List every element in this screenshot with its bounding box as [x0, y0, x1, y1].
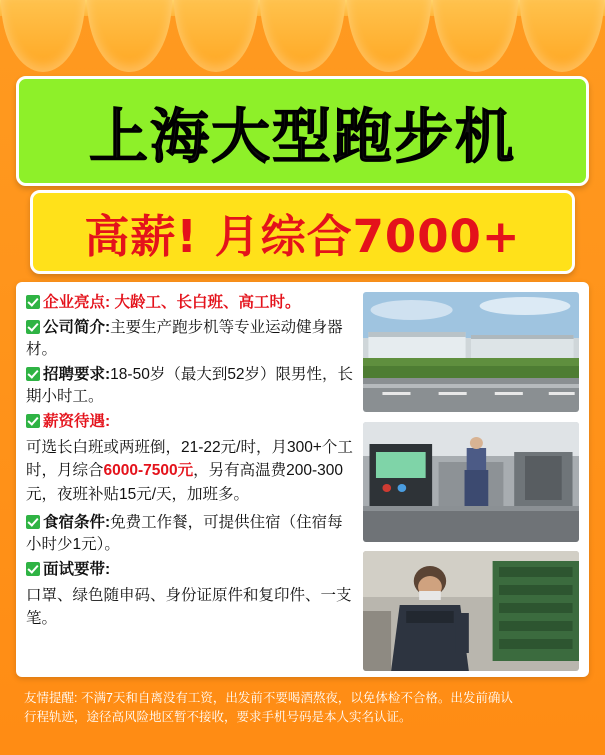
salary-headline: 高薪! 月综合7000+ [84, 209, 521, 263]
section-label: 食宿条件: [43, 513, 111, 531]
section-label: 面试要带: [43, 560, 111, 578]
section-label: 薪资待遇: [43, 413, 111, 430]
section-company-intro [26, 317, 355, 361]
details-text-column [26, 292, 363, 671]
subtitle-plate [30, 190, 575, 274]
section-requirements [26, 364, 355, 408]
green-check-icon [26, 295, 40, 309]
worker-assembly-photo [363, 551, 579, 671]
salary-range-text: 6000-7500元 [103, 462, 194, 480]
title-plate [16, 76, 589, 186]
section-salary [26, 411, 355, 433]
details-card [16, 282, 589, 677]
section-company-highlights [26, 292, 355, 314]
factory-exterior-photo [363, 292, 579, 412]
green-check-icon [26, 320, 40, 334]
footer-line-1: 友情提醒: 不满7天和自离没有工资，出发前不要喝酒熬夜，以免体检不合格。出发前确认 [24, 691, 513, 705]
section-salary-body: 可选长白班或两班倒，21-22元/时，月300+个工时，月综合6000-7500元，另有高温费200-300元，夜班补贴15元/天，加班多。 [26, 439, 353, 503]
production-line-photo [363, 422, 579, 542]
page-title: 上海大型跑步机 [88, 101, 516, 171]
section-interview-body: 口罩、绿色随申码、身份证原件和复印件、一支笔。 [26, 586, 352, 627]
green-check-icon [26, 562, 40, 576]
green-check-icon [26, 414, 40, 428]
photo-column [363, 292, 579, 671]
section-label: 公司简介: [43, 319, 111, 336]
section-label: 企业亮点: [43, 294, 111, 311]
section-accommodation [26, 512, 355, 556]
section-body: 免费工作餐，可提供住宿（住宿每小时少1元）。 [26, 513, 343, 553]
section-body: 主要生产跑步机等专业运动健身器材。 [26, 319, 343, 358]
green-check-icon [26, 515, 40, 529]
section-label: 招聘要求: [43, 366, 111, 383]
footer-line-2: 行程轨迹，途径高风险地区暂不接收，要求手机号码是本人实名认证。 [24, 710, 412, 725]
section-highlight: 大龄工、长白班、高工时。 [114, 294, 301, 311]
green-check-icon [26, 367, 40, 381]
scallop-decoration [0, 0, 605, 82]
section-interview-items [26, 559, 355, 581]
footer-notice [16, 683, 589, 747]
section-body: 18-50岁（最大到52岁）限男性，长期小时工。 [26, 366, 354, 405]
